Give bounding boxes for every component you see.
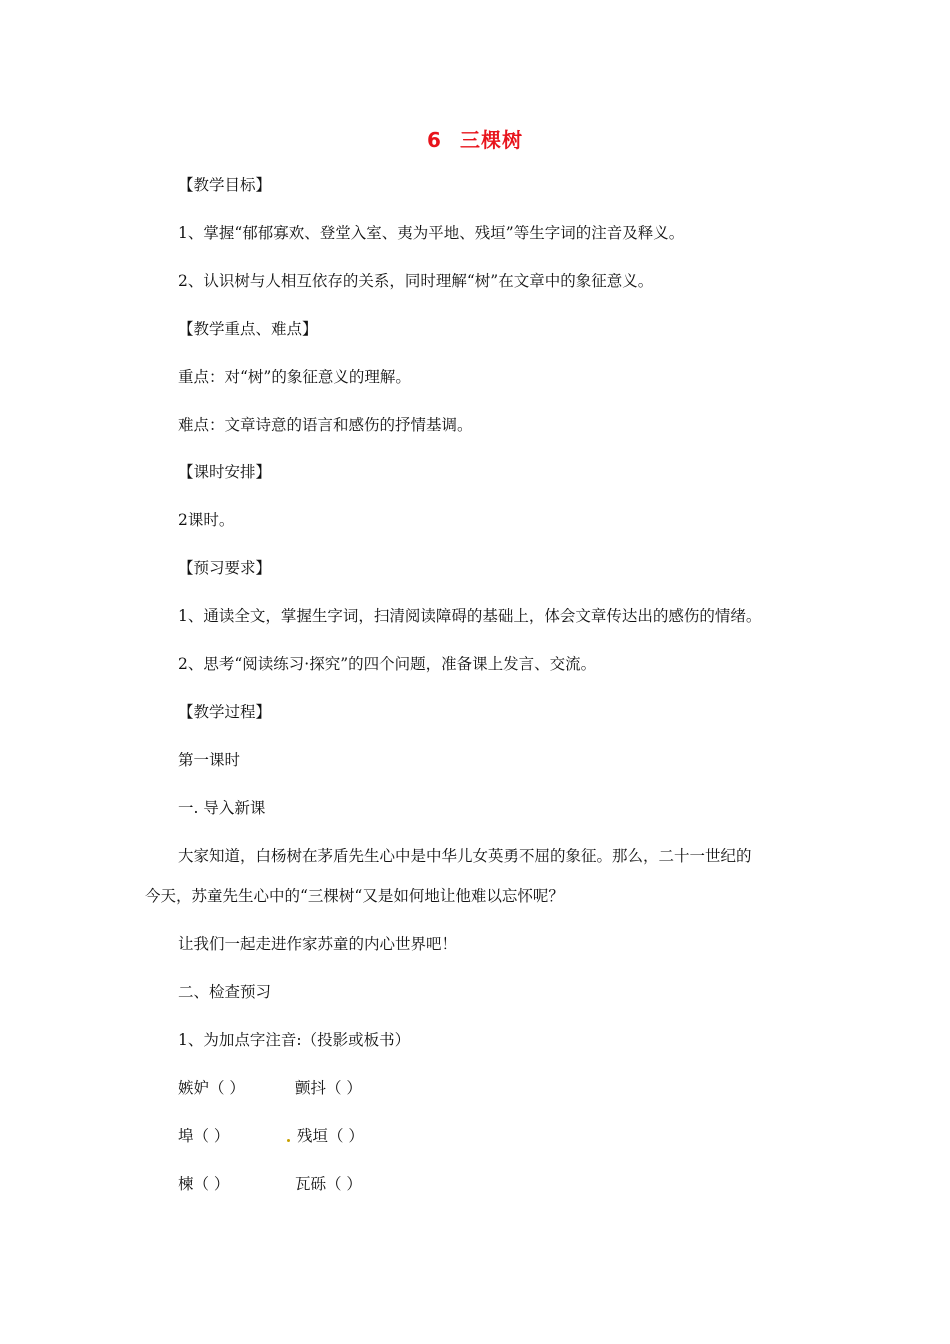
step-check-heading: 二、检查预习 — [178, 983, 272, 1001]
goal-item-1: 1、掌握“郁郁寡欢、登堂入室、夷为平地、残垣”等生字词的注音及释义。 — [178, 224, 685, 242]
heading-schedule: 【课时安排】 — [178, 463, 272, 481]
heading-key-difficult: 【教学重点、难点】 — [178, 320, 318, 338]
question-1: 1、为加点字注音:（投影或板书） — [178, 1031, 411, 1049]
word-1a: 嫉妒（ ） — [178, 1079, 245, 1097]
title-number: 6 — [427, 128, 442, 152]
preview-item-2: 2、思考“阅读练习·探究”的四个问题，准备课上发言、交流。 — [178, 655, 597, 673]
preview-item-1: 1、通读全文，掌握生字词，扫清阅读障碍的基础上，体会文章传达出的感伤的情绪。 — [178, 607, 762, 625]
goal-item-2: 2、认识树与人相互依存的关系，同时理解“树”在文章中的象征意义。 — [178, 272, 654, 290]
word-2a: 埠（ ） — [178, 1127, 230, 1145]
intro-paragraph-line-3: 让我们一起走进作家苏童的内心世界吧！ — [178, 935, 458, 953]
word-1b: 颤抖（ ） — [295, 1079, 362, 1097]
schedule-text: 2课时。 — [178, 511, 235, 529]
title-text: 三棵树 — [459, 128, 523, 152]
heading-preview: 【预习要求】 — [178, 559, 272, 577]
emphasis-dot — [287, 1139, 290, 1142]
step-intro-heading: 一. 导入新课 — [178, 799, 266, 817]
page-title — [0, 124, 950, 153]
word-3b: 瓦砾（ ） — [295, 1175, 362, 1193]
word-2b: 残垣（ ） — [297, 1127, 364, 1145]
key-point: 重点：对“树”的象征意义的理解。 — [178, 368, 411, 386]
intro-paragraph-line-1: 大家知道，白杨树在茅盾先生心中是中华儿女英勇不屈的象征。那么，二十一世纪的 — [178, 847, 752, 865]
word-3a: 楝（ ） — [178, 1175, 230, 1193]
intro-paragraph-line-2: 今天，苏童先生心中的“三棵树“又是如何地让他难以忘怀呢？ — [145, 887, 564, 905]
lesson-one-label: 第一课时 — [178, 751, 241, 769]
hard-point: 难点：文章诗意的语言和感伤的抒情基调。 — [178, 416, 473, 434]
heading-teaching-goals: 【教学目标】 — [178, 176, 272, 194]
heading-process: 【教学过程】 — [178, 703, 272, 721]
